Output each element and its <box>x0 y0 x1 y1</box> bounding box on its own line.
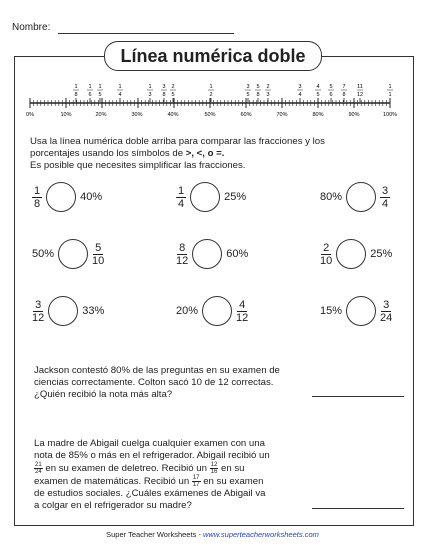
comparison-problem <box>32 182 102 212</box>
fraction-numerator-label: 3 <box>298 84 302 90</box>
fraction-denominator-label: 5 <box>98 92 102 98</box>
fraction-denominator-label: 6 <box>329 92 333 98</box>
fraction-numerator: 8 <box>179 241 186 254</box>
word-problem-2-text: en su examen de deletreo. Recibió un <box>42 463 210 475</box>
fraction-numerator-label: 3 <box>162 84 166 90</box>
comparison-problem <box>32 296 104 326</box>
answer-circle[interactable] <box>336 239 366 269</box>
percent-tick-label: 20% <box>95 112 107 118</box>
fraction-denominator-label: 4 <box>298 92 302 98</box>
fraction-numerator-label: 1 <box>74 84 78 90</box>
fraction-denominator: 24 <box>35 469 42 475</box>
fraction-denominator-label: 5 <box>171 92 175 98</box>
fraction-denominator: 12 <box>176 254 189 267</box>
fraction-numerator: 4 <box>239 298 246 311</box>
fraction-numerator: 2 <box>323 241 330 254</box>
footer <box>0 530 425 539</box>
comparison-problem <box>320 239 392 269</box>
answer-circle[interactable] <box>202 296 232 326</box>
double-number-line <box>0 0 425 130</box>
fraction-numerator-label: 1 <box>388 84 392 90</box>
fraction-denominator: 8 <box>34 197 41 210</box>
fraction-denominator: 4 <box>178 197 185 210</box>
percent-tick-label: 30% <box>131 112 143 118</box>
fraction-numerator: 3 <box>35 298 42 311</box>
fraction-numerator: 21 <box>35 462 42 468</box>
fraction-denominator: 17 <box>192 482 200 489</box>
answer-line-2[interactable] <box>312 508 404 509</box>
answer-circle[interactable] <box>346 296 376 326</box>
word-problem-2-line <box>34 462 334 475</box>
word-problem-2-text: en su examen <box>200 476 264 488</box>
fraction-denominator-label: 5 <box>246 92 250 98</box>
percent-tick-label: 0% <box>26 112 34 118</box>
fraction <box>32 185 42 210</box>
fraction-numerator-label: 4 <box>316 84 320 90</box>
answer-circle[interactable] <box>346 182 376 212</box>
word-problem-2-line <box>34 475 334 488</box>
fraction-numerator-label: 1 <box>148 84 152 90</box>
percent-tick-label: 10% <box>60 112 72 118</box>
word-problem-2 <box>34 438 334 512</box>
word-problem-2-text: examen de matemáticas. Recibió un <box>34 476 192 488</box>
fraction-denominator-label: 3 <box>266 92 270 98</box>
word-problem-2-line: La madre de Abigail cuelga cualquier examen con una <box>34 438 265 449</box>
fraction-denominator-label: 4 <box>118 92 122 98</box>
fraction-17-17 <box>192 475 201 488</box>
instructions-line3: Es posible que necesites simplificar las fracciones. <box>30 160 246 171</box>
fraction-denominator: 16 <box>210 469 218 475</box>
instructions-line2-text: porcentajes usando los símbolos de <box>30 148 186 159</box>
fraction <box>32 299 44 324</box>
word-problem-1-line: ¿Quién recibió la nota más alta? <box>34 389 173 400</box>
fraction <box>380 299 392 324</box>
fraction-denominator: 10 <box>320 254 333 267</box>
percent-value: 15% <box>320 305 343 317</box>
fraction-denominator: 24 <box>380 311 393 324</box>
percent-tick-label: 50% <box>204 112 216 118</box>
word-problem-2-line: a colgar en el refrigerador su madre? <box>34 500 192 512</box>
percent-value: 50% <box>32 248 55 260</box>
fraction-denominator: 10 <box>92 254 105 267</box>
instructions-line1: Usa la línea numérica doble arriba para comparar las fracciones y los <box>30 136 325 147</box>
fraction-denominator-label: 8 <box>256 92 260 98</box>
fraction-numerator: 5 <box>95 241 102 254</box>
fraction-denominator-label: 8 <box>342 92 346 98</box>
comparison-problem <box>176 296 248 326</box>
fraction-numerator-label: 7 <box>342 84 346 90</box>
footer-text: Super Teacher Worksheets - <box>106 530 203 539</box>
fraction-denominator-label: 6 <box>88 92 92 98</box>
percent-tick-label: 90% <box>348 112 360 118</box>
fraction-numerator-label: 2 <box>266 84 270 90</box>
fraction <box>176 185 186 210</box>
comparison-problem <box>320 182 390 212</box>
fraction <box>380 185 390 210</box>
fraction-numerator-label: 1 <box>88 84 92 90</box>
percent-tick-label: 80% <box>312 112 324 118</box>
word-problem-1 <box>34 365 334 401</box>
percent-value: 20% <box>176 305 199 317</box>
percent-value: 60% <box>226 248 249 260</box>
percent-tick-label: 70% <box>276 112 288 118</box>
percent-tick-label: 40% <box>167 112 179 118</box>
fraction-numerator-label: 3 <box>246 84 250 90</box>
percent-value: 25% <box>224 191 247 203</box>
answer-circle[interactable] <box>58 239 88 269</box>
fraction-denominator-label: 3 <box>148 92 152 98</box>
fraction-numerator: 1 <box>178 184 185 197</box>
instructions <box>30 136 400 172</box>
fraction-denominator-label: 2 <box>209 92 213 98</box>
fraction-numerator: 17 <box>192 475 200 482</box>
word-problem-2-text: en su <box>218 463 245 475</box>
page-title: Línea numérica doble <box>104 41 322 71</box>
fraction-numerator: 12 <box>210 462 218 468</box>
comparison-problem <box>176 182 246 212</box>
fraction <box>320 242 332 267</box>
fraction <box>176 242 188 267</box>
comparison-problem <box>32 239 104 269</box>
footer-link[interactable]: www.superteacherworksheets.com <box>202 530 319 539</box>
fraction-denominator-label: 8 <box>162 92 166 98</box>
fraction-denominator-label: 5 <box>316 92 320 98</box>
fraction-numerator-label: 2 <box>171 84 175 90</box>
percent-value: 40% <box>80 191 103 203</box>
percent-tick-label: 100% <box>382 112 398 118</box>
fraction <box>92 242 104 267</box>
fraction-21-24 <box>34 462 43 475</box>
answer-line-1[interactable] <box>312 396 404 397</box>
answer-circle[interactable] <box>192 239 222 269</box>
fraction-numerator: 1 <box>34 184 41 197</box>
fraction-numerator-label: 11 <box>357 84 363 90</box>
fraction-12-16 <box>210 462 219 475</box>
percent-value: 80% <box>320 191 343 203</box>
answer-circle[interactable] <box>46 182 76 212</box>
fraction-numerator-label: 1 <box>209 84 213 90</box>
word-problem-1-line: ciencias correctamente. Colton sacó 10 de 12 correctas. <box>34 377 274 388</box>
answer-circle[interactable] <box>48 296 78 326</box>
fraction-numerator-label: 5 <box>329 84 333 90</box>
fraction-denominator: 4 <box>382 197 389 210</box>
instructions-symbols: >, <, o =. <box>185 148 225 159</box>
fraction-numerator-label: 1 <box>118 84 122 90</box>
word-problem-2-line: de estudios sociales. ¿Cuáles exámenes de Abigail va <box>34 488 266 500</box>
fraction-denominator-label: 8 <box>74 92 78 98</box>
fraction-numerator: 3 <box>382 184 389 197</box>
comparison-problem <box>320 296 392 326</box>
fraction <box>236 299 248 324</box>
fraction-numerator: 3 <box>383 298 390 311</box>
word-problem-1-line: Jackson contestó 80% de las preguntas en su examen de <box>34 365 280 376</box>
name-label: Nombre: <box>12 22 51 33</box>
percent-tick-label: 60% <box>240 112 252 118</box>
answer-circle[interactable] <box>190 182 220 212</box>
fraction-denominator-label: 12 <box>356 92 364 98</box>
percent-value: 33% <box>82 305 105 317</box>
fraction-denominator-label: 1 <box>388 92 392 98</box>
percent-value: 25% <box>370 248 393 260</box>
fraction-numerator-label: 1 <box>98 84 102 90</box>
word-problem-2-line: nota de 85% o más en el refrigerador. Abigail recibió un <box>34 450 270 461</box>
fraction-denominator: 12 <box>236 311 249 324</box>
comparison-problem <box>176 239 248 269</box>
instructions-line2 <box>30 148 400 160</box>
fraction-denominator: 12 <box>32 311 45 324</box>
fraction-numerator-label: 5 <box>256 84 260 90</box>
